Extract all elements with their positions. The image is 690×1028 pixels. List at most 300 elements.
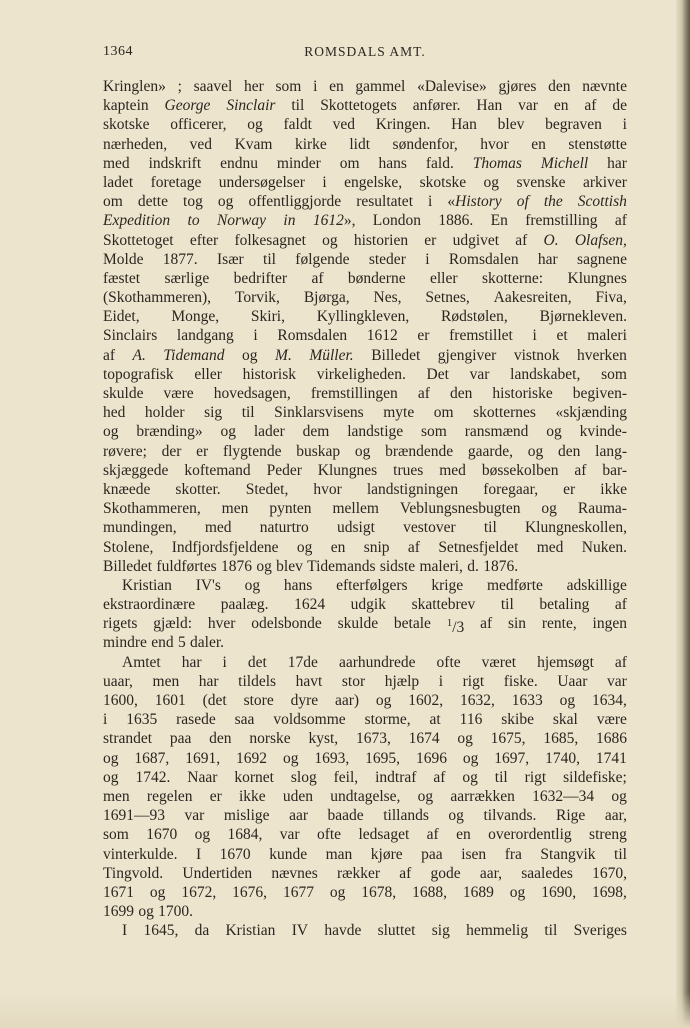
word: af	[574, 461, 587, 479]
word: og	[611, 787, 627, 805]
text-line	[103, 135, 627, 154]
word: Klungnes	[317, 461, 378, 479]
word: Stangvik	[540, 845, 596, 863]
word: fald.	[425, 154, 454, 172]
word: og	[448, 807, 464, 825]
word: til	[494, 768, 508, 786]
word: Amtet	[122, 653, 161, 671]
word: overordentlig	[488, 826, 572, 844]
word: er	[424, 231, 437, 249]
word: havde	[324, 922, 362, 940]
word: af	[614, 212, 627, 230]
word: var	[184, 807, 205, 825]
page-number: 1364	[103, 44, 133, 59]
word: den	[558, 442, 581, 460]
word: af	[103, 346, 116, 364]
word: til	[483, 519, 497, 537]
word: isen	[461, 845, 487, 863]
word: med	[439, 461, 466, 479]
word: Skiri,	[250, 308, 285, 326]
word: skulde	[103, 385, 144, 402]
word: den	[209, 730, 232, 748]
text-line	[103, 384, 627, 403]
word: Rauma-	[577, 500, 627, 518]
word: og	[546, 423, 562, 441]
word: holder	[144, 404, 185, 422]
text-line	[103, 326, 627, 345]
word: med	[103, 154, 130, 172]
word: medførte	[486, 576, 543, 594]
word: skotterne:	[481, 269, 544, 287]
word: Stedet,	[245, 480, 289, 498]
word: fæstet	[103, 269, 141, 287]
text-line	[103, 269, 627, 288]
word: sig	[431, 922, 450, 940]
word: i	[322, 173, 327, 191]
word: og	[375, 692, 392, 709]
word: 1742.	[135, 768, 171, 786]
word: skotter.	[175, 480, 221, 498]
word: kvinde-	[579, 423, 627, 441]
word: og	[220, 423, 236, 441]
word: bøssekolben	[481, 461, 559, 479]
word: paalæg.	[220, 596, 269, 614]
word: en	[330, 538, 346, 556]
word: og	[329, 883, 346, 901]
word: skotske	[419, 173, 467, 191]
word: store	[243, 692, 274, 709]
word: vestover	[403, 519, 456, 537]
text-line	[103, 461, 627, 480]
word: end	[151, 634, 174, 652]
word: maleri	[587, 327, 627, 345]
word: Kyllingkleven,	[316, 308, 410, 326]
word: kyst,	[308, 730, 339, 748]
text-line	[103, 787, 627, 806]
word: faldt	[283, 116, 312, 134]
word: kunde	[269, 845, 308, 863]
word: knæede	[103, 480, 151, 498]
word: af	[433, 768, 446, 786]
word: en	[329, 78, 344, 95]
word: bar-	[602, 461, 627, 479]
word: kornet	[234, 768, 274, 786]
text-line	[103, 883, 627, 902]
word: 1687,	[134, 749, 170, 767]
word: havt	[295, 672, 323, 690]
word: i	[532, 327, 537, 345]
text-line	[103, 77, 627, 96]
text-line	[103, 864, 627, 883]
word: være	[163, 385, 194, 402]
word: 1740,	[545, 749, 580, 767]
text-line	[103, 691, 627, 710]
word: med	[204, 519, 232, 537]
word: Han	[476, 97, 503, 115]
word: været	[481, 653, 517, 671]
word: den	[548, 78, 571, 95]
word: strandet	[103, 730, 153, 748]
word: Setnesfjeldet	[438, 538, 519, 556]
word: ikke	[239, 787, 266, 805]
word: foregaar,	[483, 480, 539, 498]
word: i	[438, 672, 444, 690]
word: vinterkulde.	[103, 845, 178, 863]
word: tildels	[238, 672, 277, 690]
word: offentliggjorde	[248, 193, 342, 211]
word: sildefiske;	[563, 768, 627, 786]
word: 1624	[294, 596, 326, 614]
word: Romsdalen	[277, 327, 348, 345]
word: hovedsagen,	[213, 385, 291, 402]
word: Skottetoget	[103, 231, 174, 249]
word: og	[483, 173, 500, 191]
word: sidste	[379, 557, 416, 575]
word: Sinclair	[226, 97, 276, 115]
word: IV	[291, 922, 309, 940]
word: af	[584, 97, 597, 115]
word: skotternes	[473, 404, 536, 422]
word: 1635	[126, 711, 158, 729]
text-line	[103, 902, 627, 921]
word: er	[196, 442, 209, 460]
word: aar,	[479, 864, 503, 882]
word: snip	[363, 538, 390, 556]
text-line	[103, 633, 627, 652]
word: ofte	[436, 653, 461, 671]
word: gammel	[355, 78, 406, 95]
word: 1696	[415, 749, 447, 767]
word: og	[103, 749, 119, 767]
text-line	[103, 173, 627, 192]
word: røvere;	[103, 442, 147, 460]
word: undtagelse,	[330, 787, 401, 805]
word: 1877.	[162, 250, 198, 268]
word: engelske,	[344, 173, 403, 191]
word: til	[291, 97, 305, 115]
word: A.	[132, 346, 146, 364]
word: 1741	[595, 749, 627, 767]
word: betaling	[539, 596, 590, 614]
word: 1685,	[543, 730, 579, 748]
word: lang-	[595, 442, 627, 460]
word: rente,	[541, 615, 577, 633]
word: 1645,	[143, 922, 179, 940]
text-line	[103, 825, 627, 844]
word: har	[181, 653, 202, 671]
text-line	[103, 442, 627, 461]
word: en	[456, 826, 471, 844]
word: var	[518, 97, 538, 115]
word: 1673,	[355, 730, 391, 748]
word: 1670	[146, 826, 178, 844]
word: Olafsen,	[574, 231, 627, 249]
text-line	[103, 480, 627, 499]
text-line	[103, 346, 627, 365]
word: sin	[507, 615, 527, 633]
word: Kristian	[225, 922, 276, 940]
word: mindre	[103, 634, 147, 652]
word: gode	[430, 864, 461, 882]
word: hver	[207, 615, 236, 633]
word: hverken	[576, 346, 627, 364]
word: af	[426, 826, 439, 844]
word: hans	[283, 576, 313, 594]
word: I	[195, 845, 202, 863]
text-line	[103, 211, 627, 230]
word: officerer,	[170, 116, 227, 134]
word: af	[407, 538, 420, 556]
word: dem	[302, 423, 330, 441]
word: af	[614, 653, 627, 671]
word: resultatet	[356, 193, 413, 211]
word: 1670	[219, 845, 251, 863]
word: Billedet	[103, 557, 153, 575]
word: til	[241, 404, 255, 422]
word: feil,	[333, 768, 359, 786]
page-header	[103, 44, 627, 66]
word: Kvam	[234, 135, 273, 153]
word: om	[339, 154, 360, 172]
word: rækker	[337, 864, 381, 882]
word: efter	[189, 231, 219, 249]
word: regelen	[146, 787, 193, 805]
word: landstige	[347, 423, 404, 441]
word: er	[563, 480, 576, 498]
word: hed	[103, 404, 126, 422]
word: aarrækken	[450, 787, 515, 805]
word: Bjørga,	[303, 289, 350, 307]
word: 5	[177, 634, 186, 652]
word: 1678,	[361, 883, 397, 901]
text-line	[103, 154, 627, 173]
word: blev	[497, 116, 525, 134]
word: her	[244, 78, 264, 95]
word: har	[198, 672, 219, 690]
word: er	[209, 787, 222, 805]
word: har	[607, 154, 627, 172]
word: 1699	[103, 903, 134, 921]
word: rigets	[103, 615, 138, 633]
word: 1602,	[408, 692, 444, 709]
word: er	[417, 327, 430, 345]
word: gjengiver	[437, 346, 497, 364]
word: i	[222, 653, 227, 671]
word: i	[313, 78, 318, 95]
word: kaptein	[103, 97, 149, 115]
word: adskillige	[566, 576, 627, 594]
text-line	[103, 499, 627, 518]
word: nævnte	[582, 78, 627, 95]
word: fremstilling	[525, 212, 598, 230]
word: aarhundrede	[338, 653, 416, 671]
word: Müller.	[309, 346, 354, 364]
word: lader	[253, 423, 285, 441]
word: 1876.	[483, 557, 519, 575]
word: af	[614, 596, 627, 614]
word: og	[559, 692, 576, 709]
word: historiske	[492, 385, 553, 402]
text-line	[103, 557, 627, 576]
word: ved	[189, 135, 213, 153]
word: og	[242, 346, 258, 364]
word: og	[103, 768, 119, 786]
word: sluttet	[377, 922, 416, 940]
word: skulde	[337, 615, 379, 633]
word: og	[247, 116, 263, 134]
word: Aakesreiten,	[493, 289, 572, 307]
word: og	[462, 749, 479, 767]
word: men	[152, 672, 180, 690]
word: IV's	[195, 576, 221, 594]
word: skattebrev	[411, 596, 476, 614]
word: Fiva,	[595, 289, 627, 307]
word: Molde	[103, 250, 144, 268]
word: skjæggede	[103, 461, 169, 479]
word: ikke	[600, 480, 627, 498]
word: paa	[421, 845, 443, 863]
word: Kringlen»	[103, 78, 166, 95]
word: og	[296, 538, 313, 556]
word: (Skothammeren),	[103, 289, 212, 307]
word: at	[429, 711, 441, 729]
word: hjemsøgt	[537, 653, 594, 671]
text-line	[103, 806, 627, 825]
word: med	[536, 538, 564, 556]
word: brænding»	[136, 423, 203, 441]
word: og	[282, 749, 299, 767]
word: og	[244, 576, 261, 594]
word: dyre	[290, 692, 319, 709]
word: gjæld:	[153, 615, 193, 633]
word: the	[543, 193, 563, 211]
word: om	[103, 193, 123, 211]
word: som	[103, 826, 129, 844]
text-line	[103, 365, 627, 384]
word: udgivet	[452, 231, 500, 249]
word: «History	[447, 193, 502, 211]
word: der	[161, 442, 182, 460]
word: rigt	[462, 672, 485, 690]
word: men	[103, 787, 130, 805]
word: bedrifter	[233, 269, 288, 287]
word: og	[462, 768, 478, 786]
word: $^1$/3	[446, 617, 465, 637]
word: «Dalevise»	[417, 78, 487, 95]
word: voldsomme	[273, 711, 346, 729]
word: baade	[327, 807, 364, 825]
word: 1690,	[541, 883, 577, 901]
word: kjøre	[370, 845, 403, 863]
word: var	[279, 826, 300, 844]
word: Tidemand	[163, 346, 225, 364]
word: og	[527, 442, 544, 460]
word: myte	[383, 404, 415, 422]
word: man	[325, 845, 353, 863]
word: 1670,	[592, 864, 627, 882]
word: saaledes	[521, 864, 573, 882]
word: Klungnes	[567, 269, 627, 287]
word: Veblungsnesbugten	[399, 500, 521, 518]
word: i	[428, 193, 433, 211]
word: arkiver	[583, 173, 627, 191]
word: Skothammeren,	[103, 500, 201, 518]
word: trues	[393, 461, 424, 479]
word: af	[417, 385, 430, 402]
word: tog	[183, 193, 203, 211]
word: og	[417, 787, 434, 805]
word: 1612	[366, 327, 398, 345]
word: 1674	[408, 730, 440, 748]
word: «skjænding	[555, 404, 627, 422]
text-line	[103, 710, 627, 729]
word: fremstillingen	[310, 385, 398, 402]
word: Scottish	[577, 193, 627, 211]
word: Tingvold.	[103, 864, 164, 882]
word: pynten	[269, 500, 312, 518]
word: stenstøtte	[568, 135, 627, 153]
word: Skottetogets	[320, 97, 397, 115]
word: steder	[368, 250, 406, 268]
text-line	[103, 729, 627, 748]
word: buskap	[296, 442, 341, 460]
page-edge-shadow	[676, 0, 690, 1028]
word: Nuken.	[581, 538, 627, 556]
word: vistnok	[513, 346, 560, 364]
word: 1632,	[460, 692, 495, 709]
body-text	[103, 77, 627, 940]
word: Især	[217, 250, 244, 268]
word: en	[553, 97, 569, 115]
word: 1700.	[158, 903, 194, 921]
word: svenske	[516, 173, 566, 191]
text-line	[103, 96, 627, 115]
word: og	[194, 826, 211, 844]
word: var	[469, 365, 490, 383]
word: ingen	[592, 615, 627, 633]
word: begraven	[545, 116, 602, 134]
text-line	[103, 115, 627, 134]
word: landstigningen	[366, 480, 459, 498]
word: Norway	[216, 212, 267, 230]
word: og	[256, 557, 272, 575]
word: norske	[249, 730, 291, 748]
word: Romsdalen	[448, 250, 519, 268]
word: London	[372, 212, 422, 230]
word: d.	[467, 557, 479, 575]
word: hvor	[313, 480, 342, 498]
word: ledsaget	[358, 826, 410, 844]
word: 1686	[595, 730, 627, 748]
word: Torvik,	[234, 289, 280, 307]
word: hemmelig	[466, 922, 529, 940]
text-line	[103, 672, 627, 691]
word: fuldførtes	[156, 557, 217, 575]
word: 1633	[511, 692, 543, 709]
word: maleri,	[419, 557, 463, 575]
word: kirke	[294, 135, 327, 153]
text-line	[103, 518, 627, 537]
word: 1691,	[185, 749, 221, 767]
word: 1876	[221, 557, 252, 575]
word: 1632—34	[532, 787, 595, 805]
text-line	[103, 614, 627, 637]
word: lidt	[349, 135, 371, 153]
word: 1671	[103, 883, 134, 901]
word: minder	[276, 154, 321, 172]
word: mislige	[223, 807, 270, 825]
word: og	[103, 423, 119, 441]
